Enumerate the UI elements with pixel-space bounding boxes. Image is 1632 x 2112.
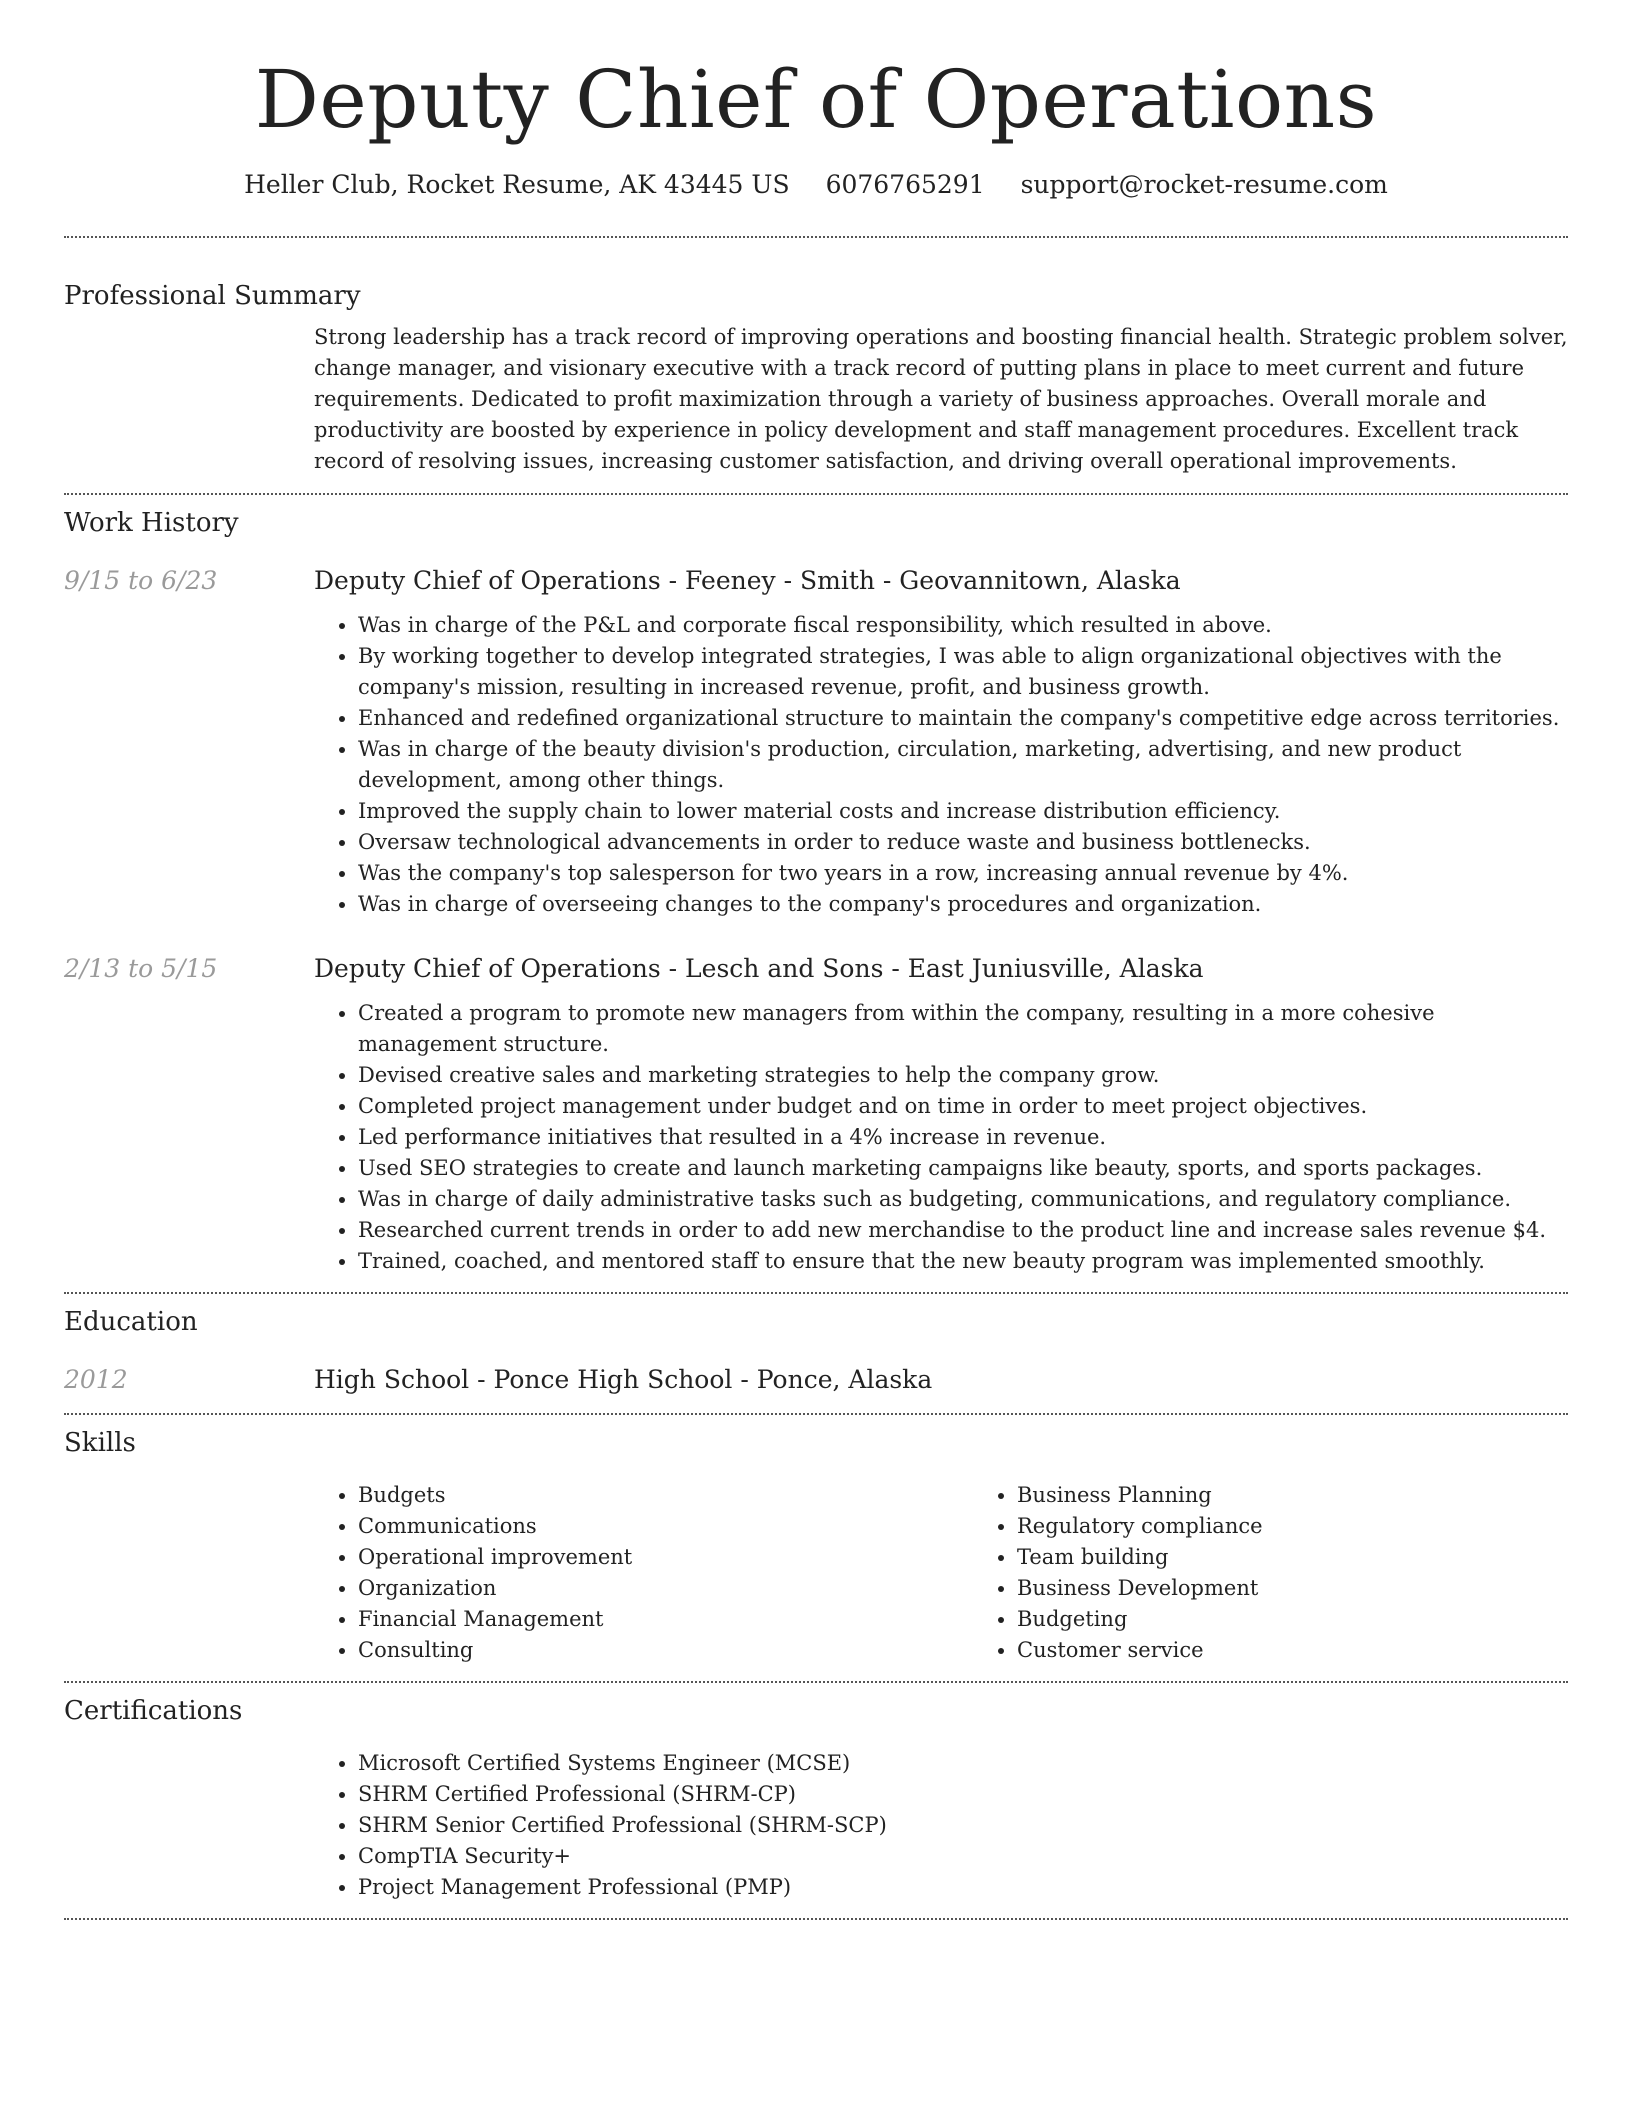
- contact-email: support@rocket-resume.com: [1020, 170, 1388, 199]
- list-item: • Researched current trends in order to add new merchandise to the product line and increase sales revenue $4.: [358, 1215, 1568, 1246]
- divider: [64, 236, 1568, 238]
- divider: [64, 1918, 1568, 1920]
- summary-text: Strong leadership has a track record of improving operations and boosting financial health. Strategic problem solver, change manager, and visionary executive with a track record of putting plans in place to meet current and future requirements. Dedicated to profit maximization through a variety of business approaches. Overall morale and productivity are boosted by experience in policy development and staff management procedures. Excellent track record of resolving issues, increasing customer satisfaction, and driving overall operational improvements.: [314, 325, 1568, 473]
- education-title: [314, 1362, 1568, 1398]
- skill-item: • Business Development: [1017, 1573, 1632, 1604]
- work-history-section: [64, 505, 1568, 1277]
- skill-item: • Operational improvement: [358, 1542, 973, 1573]
- job-company-location: - Lesch and Sons - East Juniusville, Alaska: [660, 954, 1204, 983]
- education-degree: High School: [314, 1365, 470, 1394]
- certification-item: • Microsoft Certified Systems Engineer (MCSE): [358, 1748, 1568, 1779]
- education-section: [64, 1304, 1568, 1398]
- job-dates: 9/15 to 6/23: [64, 566, 218, 595]
- job-entry: [64, 563, 1568, 920]
- list-item: • Was in charge of daily administrative tasks such as budgeting, communications, and regulatory compliance.: [358, 1184, 1568, 1215]
- list-item: • Trained, coached, and mentored staff to ensure that the new beauty program was implemented smoothly.: [358, 1246, 1568, 1277]
- skills-column-2: [973, 1480, 1632, 1666]
- job-title: [314, 563, 1568, 599]
- skill-item: • Communications: [358, 1511, 973, 1542]
- job-bullets: [314, 610, 1568, 920]
- education-year: 2012: [64, 1365, 128, 1394]
- contact-phone: 6076765291: [825, 170, 985, 199]
- list-item: • Oversaw technological advancements in order to reduce waste and business bottlenecks.: [358, 827, 1568, 858]
- summary-section: [64, 278, 1568, 477]
- divider: [64, 493, 1568, 495]
- section-title-summary: Professional Summary: [64, 281, 361, 311]
- job-company-location: - Feeney - Smith - Geovannitown, Alaska: [660, 566, 1181, 595]
- list-item: • Devised creative sales and marketing strategies to help the company grow.: [358, 1060, 1568, 1091]
- section-title-skills: Skills: [64, 1428, 136, 1458]
- skill-item: • Budgeting: [1017, 1604, 1632, 1635]
- skills-spacer: [64, 1480, 314, 1666]
- list-item: • Created a program to promote new managers from within the company, resulting in a more cohesive management structure.: [358, 998, 1568, 1060]
- skills-column-1: [314, 1480, 973, 1666]
- job-role: Deputy Chief of Operations: [314, 566, 661, 595]
- contact-address: Heller Club, Rocket Resume, AK 43445 US: [244, 170, 790, 199]
- skill-item: • Team building: [1017, 1542, 1632, 1573]
- section-title-education: Education: [64, 1307, 198, 1337]
- section-title-work-history: Work History: [64, 508, 239, 538]
- list-item: • Led performance initiatives that resulted in a 4% increase in revenue.: [358, 1122, 1568, 1153]
- education-entry: [64, 1362, 1568, 1398]
- certification-item: • Project Management Professional (PMP): [358, 1872, 1568, 1903]
- divider: [64, 1681, 1568, 1683]
- list-item: • Enhanced and redefined organizational structure to maintain the company's competitive edge across territories.: [358, 703, 1568, 734]
- certification-item: • SHRM Certified Professional (SHRM-CP): [358, 1779, 1568, 1810]
- skill-item: • Consulting: [358, 1635, 973, 1666]
- contact-line: [64, 168, 1568, 202]
- skill-item: • Customer service: [1017, 1635, 1632, 1666]
- divider: [64, 1413, 1568, 1415]
- certification-item: • SHRM Senior Certified Professional (SHRM-SCP): [358, 1810, 1568, 1841]
- divider: [64, 1292, 1568, 1294]
- job-title: [314, 951, 1568, 987]
- certifications-spacer: [64, 1748, 314, 1903]
- job-bullets: [314, 998, 1568, 1277]
- resume-page: [64, 0, 1568, 1920]
- skill-item: • Regulatory compliance: [1017, 1511, 1632, 1542]
- job-role: Deputy Chief of Operations: [314, 954, 661, 983]
- certifications-section: [64, 1693, 1568, 1903]
- list-item: • Was the company's top salesperson for two years in a row, increasing annual revenue by 4%.: [358, 858, 1568, 889]
- skill-item: • Organization: [358, 1573, 973, 1604]
- section-title-certifications: Certifications: [64, 1696, 243, 1726]
- list-item: • Completed project management under budget and on time in order to meet project objectives.: [358, 1091, 1568, 1122]
- candidate-name: Deputy Chief of Operations: [254, 53, 1378, 146]
- list-item: • Was in charge of the P&L and corporate fiscal responsibility, which resulted in above.: [358, 610, 1568, 641]
- certifications-list: [314, 1748, 1568, 1903]
- skills-section: [64, 1425, 1568, 1666]
- list-item: • Used SEO strategies to create and launch marketing campaigns like beauty, sports, and sports packages.: [358, 1153, 1568, 1184]
- job-entry: [64, 951, 1568, 1277]
- certification-item: • CompTIA Security+: [358, 1841, 1568, 1872]
- list-item: • Improved the supply chain to lower material costs and increase distribution efficiency.: [358, 796, 1568, 827]
- list-item: • By working together to develop integrated strategies, I was able to align organizational objectives with the company's mission, resulting in increased revenue, profit, and business growth.: [358, 641, 1568, 703]
- list-item: • Was in charge of the beauty division's production, circulation, marketing, advertising, and new product development, among other things.: [358, 734, 1568, 796]
- skill-item: • Budgets: [358, 1480, 973, 1511]
- summary-spacer: [64, 322, 314, 477]
- skills-columns: [314, 1480, 1568, 1666]
- job-dates: 2/13 to 5/15: [64, 954, 218, 983]
- skill-item: • Business Planning: [1017, 1480, 1632, 1511]
- list-item: • Was in charge of overseeing changes to the company's procedures and organization.: [358, 889, 1568, 920]
- skill-item: • Financial Management: [358, 1604, 973, 1635]
- education-school-location: - Ponce High School - Ponce, Alaska: [469, 1365, 933, 1394]
